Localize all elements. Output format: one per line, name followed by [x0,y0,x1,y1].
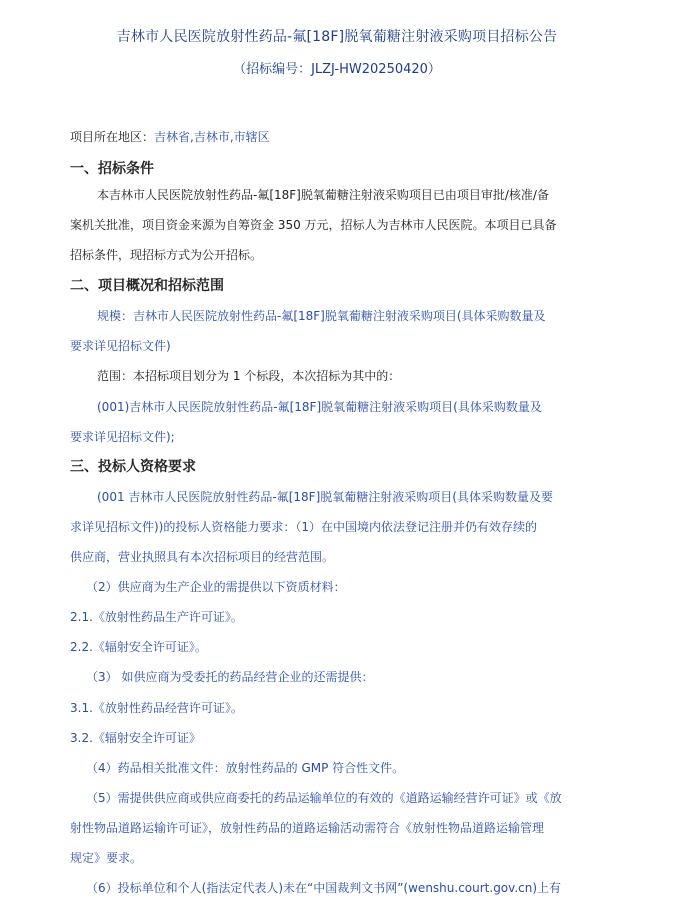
paragraph-line: 射性物品道路运输许可证》，放射性药品的道路运输活动需符合《放射性物品道路运输管理 [70,821,545,835]
paragraph-line: 供应商，营业执照具有本次招标项目的经营范围。 [70,550,335,564]
paragraph-line: （3） 如供应商为受委托的药品经营企业的还需提供： [86,670,374,684]
paragraph-line: 2.1.《放射性药品生产许可证》。 [70,610,243,624]
section-heading-project-overview: 二、项目概况和招标范围 [70,278,224,294]
project-location [70,126,610,148]
paragraph-line: 求详见招标文件))的投标人资格能力要求：（1）在中国境内依法登记注册并仍有效存续的 [70,520,538,534]
document-title: 吉林市人民医院放射性药品-氟[18F]脱氧葡糖注射液采购项目招标公告 [116,29,558,45]
paragraph-line: (001 吉林市人民医院放射性药品-氟[18F]脱氧葡糖注射液采购项目(具体采购数量及要 [97,490,553,504]
paragraph-line: 规定》要求。 [70,851,143,865]
location-label: 项目所在地区： [70,130,155,144]
tender-number: （招标编号：JLZJ-HW20250420） [233,62,441,77]
paragraph-line: 3.1.《放射性药品经营许可证》。 [70,701,243,715]
paragraph-line: 范围：本招标项目划分为 1 个标段，本次招标为其中的： [97,369,401,383]
paragraph-line: 2.2.《辐射安全许可证》。 [70,640,207,654]
paragraph-line: 招标条件，现招标方式为公开招标。 [70,248,263,262]
section-heading-tender-conditions: 一、招标条件 [70,161,154,177]
paragraph-line: （4）药品相关批准文件：放射性药品的 GMP 符合性文件。 [86,761,405,775]
paragraph-line: 3.2.《辐射安全许可证》 [70,731,201,745]
paragraph-line: 要求详见招标文件); [70,430,175,444]
paragraph-line: （5）需提供供应商或供应商委托的药品运输单位的有效的《道路运输经营许可证》或《放 [86,791,562,805]
location-value: 吉林省,吉林市,市辖区 [154,130,270,144]
section-heading-bidder-qualification: 三、投标人资格要求 [70,459,196,475]
paragraph-line: 规模：吉林市人民医院放射性药品-氟[18F]脱氧葡糖注射液采购项目(具体采购数量及 [97,309,546,323]
paragraph-line: 要求详见招标文件) [70,339,171,353]
paragraph-line: (001)吉林市人民医院放射性药品-氟[18F]脱氧葡糖注射液采购项目(具体采购数量及 [97,400,542,414]
paragraph-line: （2）供应商为生产企业的需提供以下资质材料： [86,580,346,594]
paragraph-line: 本吉林市人民医院放射性药品-氟[18F]脱氧葡糖注射液采购项目已由项目审批/核准/备 [97,188,549,202]
paragraph-line: （6）投标单位和个人(指法定代表人)未在“中国裁判文书网”(wenshu.court.gov.cn)上有 [86,881,562,895]
paragraph-line: 案机关批准，项目资金来源为自筹资金 350 万元，招标人为吉林市人民医院。本项目已具备 [70,218,557,232]
